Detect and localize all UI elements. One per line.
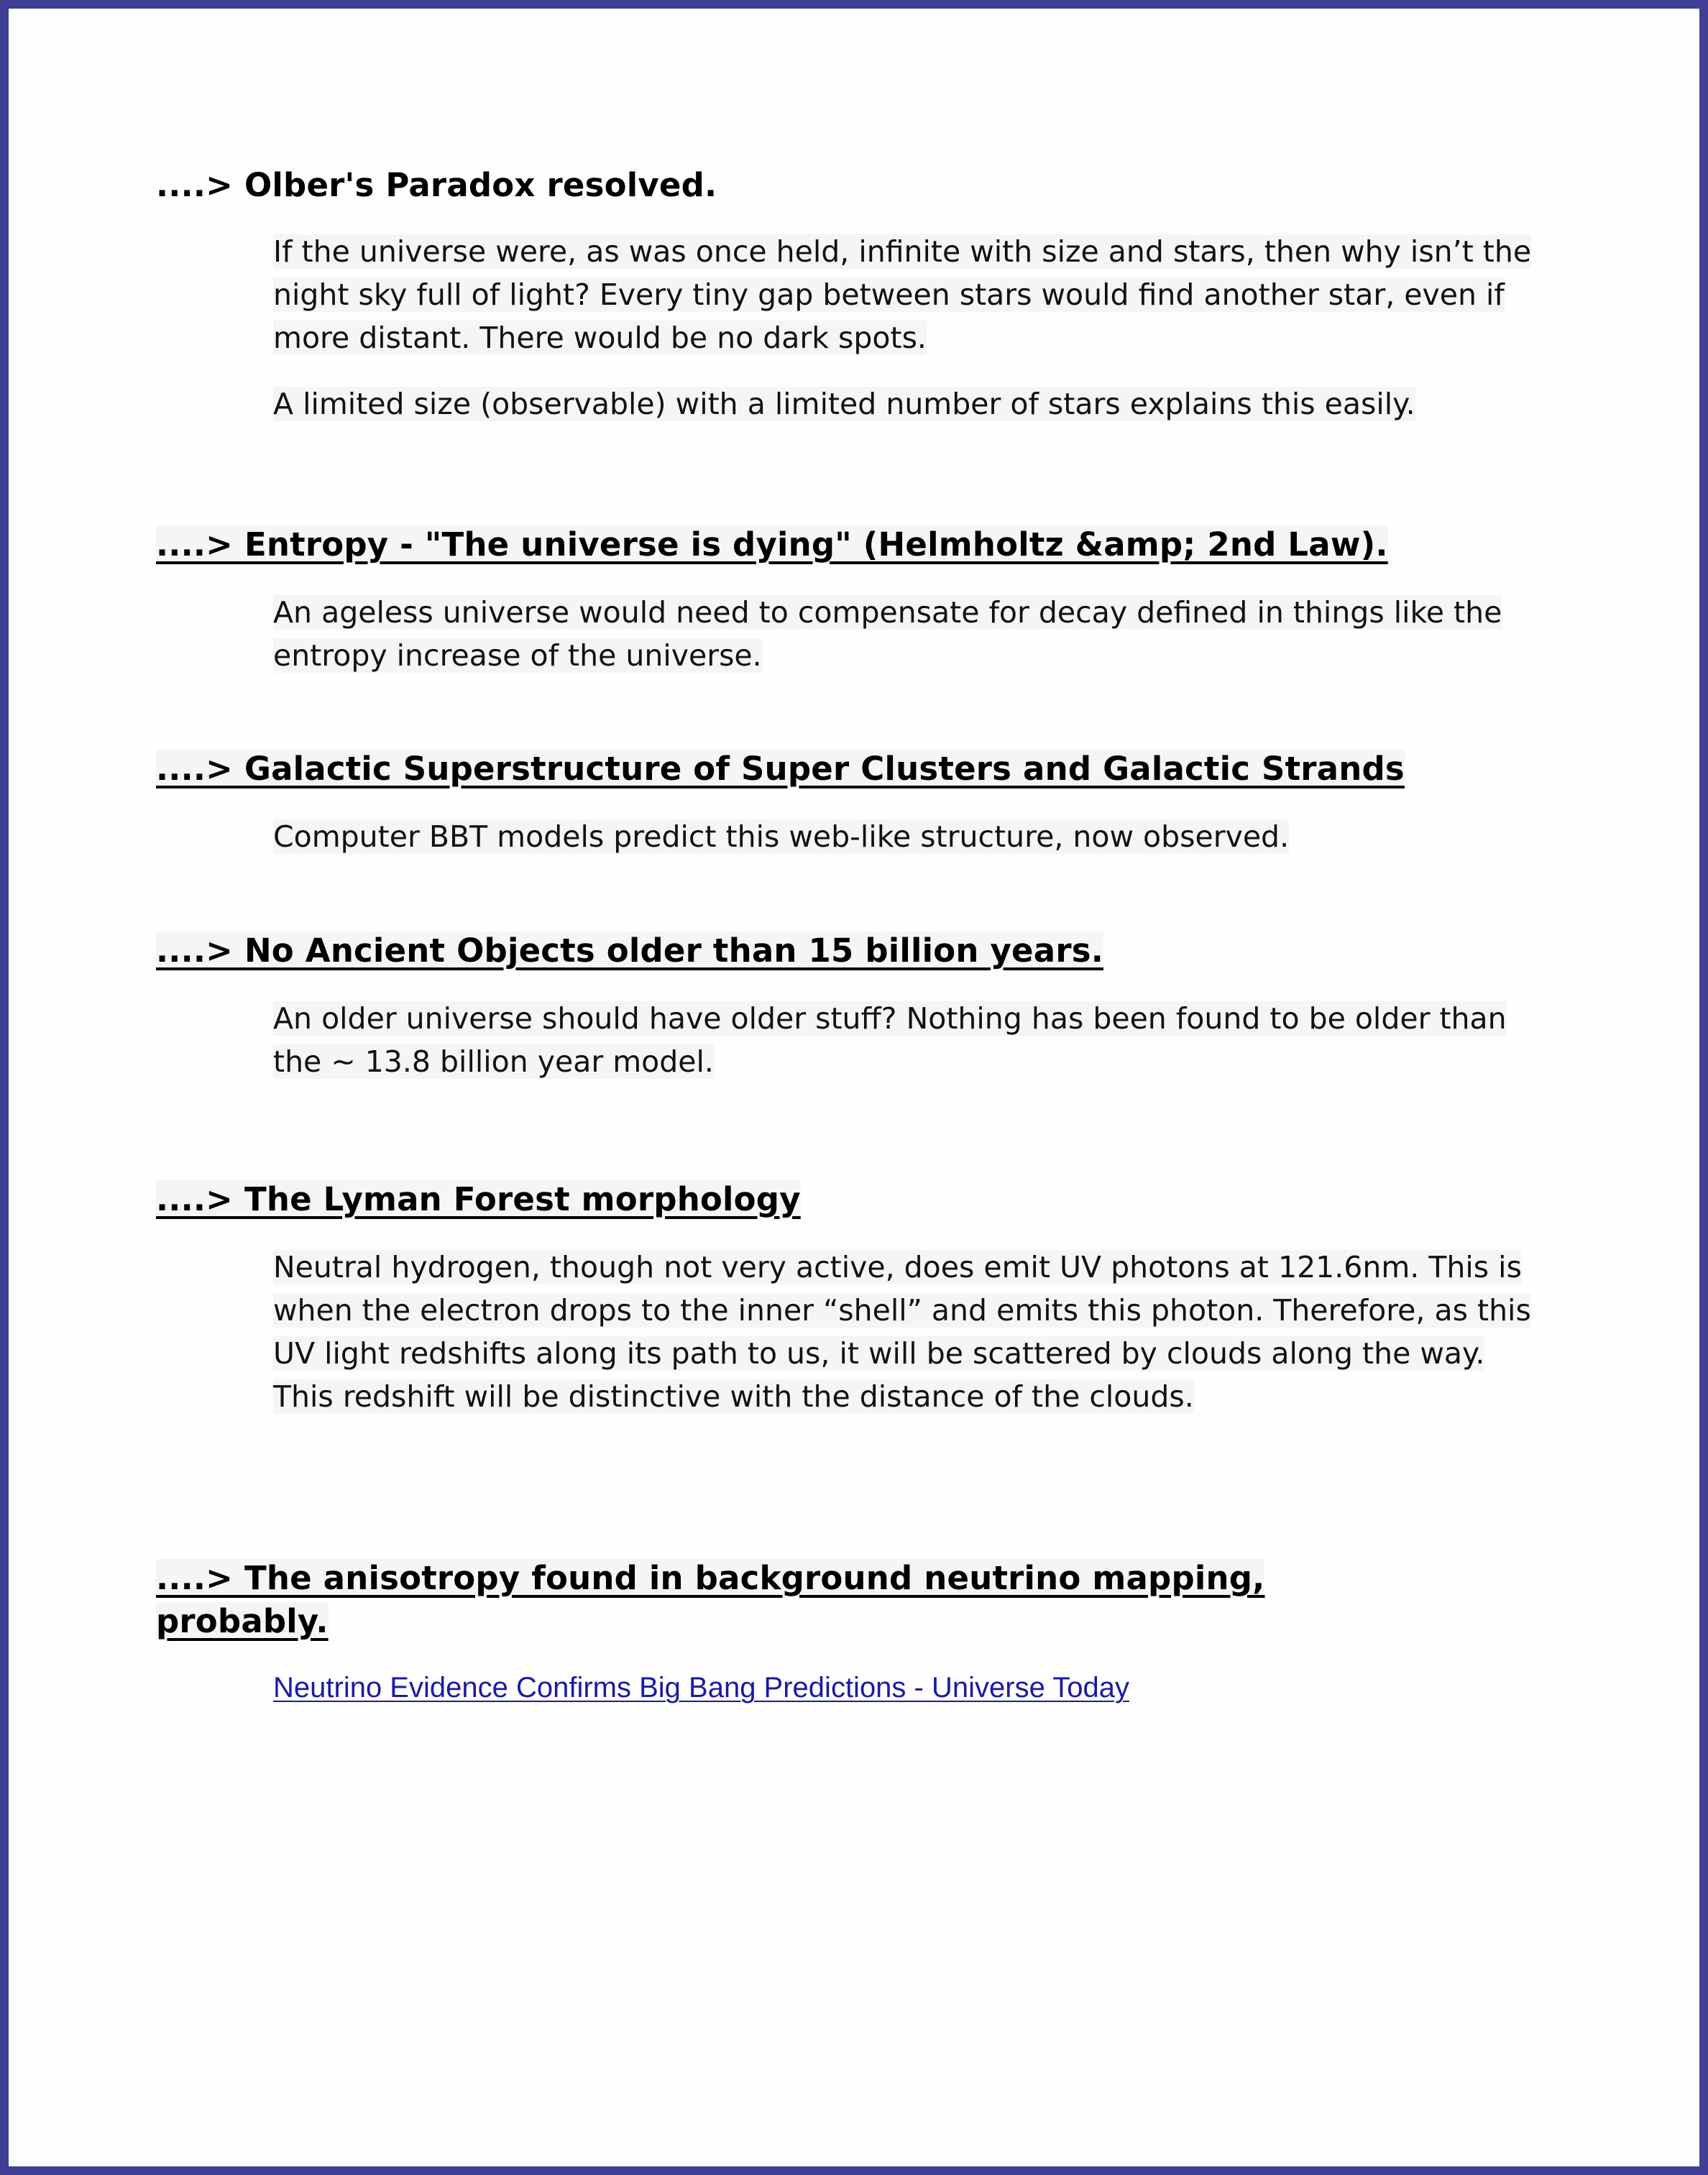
section-galactic-superstructure	[156, 748, 1594, 858]
section-lyman-forest	[156, 1178, 1594, 1418]
section-olbers-paradox	[156, 164, 1594, 426]
section-heading: ....> Entropy - "The universe is dying" (Helmholtz &amp; 2nd Law).	[156, 525, 1388, 564]
section-paragraph: An older universe should have older stuff? Nothing has been found to be older than the ~ 13.8 billion year model.	[273, 1001, 1507, 1079]
neutrino-evidence-link[interactable]: Neutrino Evidence Confirms Big Bang Predictions - Universe Today	[273, 1672, 1129, 1703]
section-paragraph: If the universe were, as was once held, infinite with size and stars, then why isn’t the night sky full of light? Every tiny gap between stars would find another star, even if more distant. There would be no dark spots.	[273, 234, 1532, 355]
section-paragraph: Neutral hydrogen, though not very active, does emit UV photons at 121.6nm. This is when the electron drops to the inner “shell” and emits this photon. Therefore, as this UV light redshifts along its path to us, it will be scattered by clouds along the way. This redshift will be distinctive with the distance of the clouds.	[273, 1250, 1531, 1414]
section-paragraph: Computer BBT models predict this web-like structure, now observed.	[273, 819, 1290, 854]
section-entropy	[156, 523, 1594, 677]
section-heading: ....> The anisotropy found in background neutrino mapping, probably.	[156, 1559, 1265, 1640]
section-heading: ....> Galactic Superstructure of Super Clusters and Galactic Strands	[156, 750, 1405, 788]
section-no-ancient-objects	[156, 929, 1594, 1083]
section-heading: ....> No Ancient Objects older than 15 billion years.	[156, 932, 1103, 970]
section-paragraph: A limited size (observable) with a limited number of stars explains this easily.	[273, 387, 1415, 421]
section-paragraph: An ageless universe would need to compensate for decay defined in things like the entropy increase of the universe.	[273, 595, 1502, 673]
section-heading: ....> The Lyman Forest morphology	[156, 1180, 801, 1218]
section-neutrino-anisotropy	[156, 1557, 1421, 1708]
section-heading: ....> Olber's Paradox resolved.	[156, 166, 717, 204]
link-row	[156, 1668, 1421, 1708]
